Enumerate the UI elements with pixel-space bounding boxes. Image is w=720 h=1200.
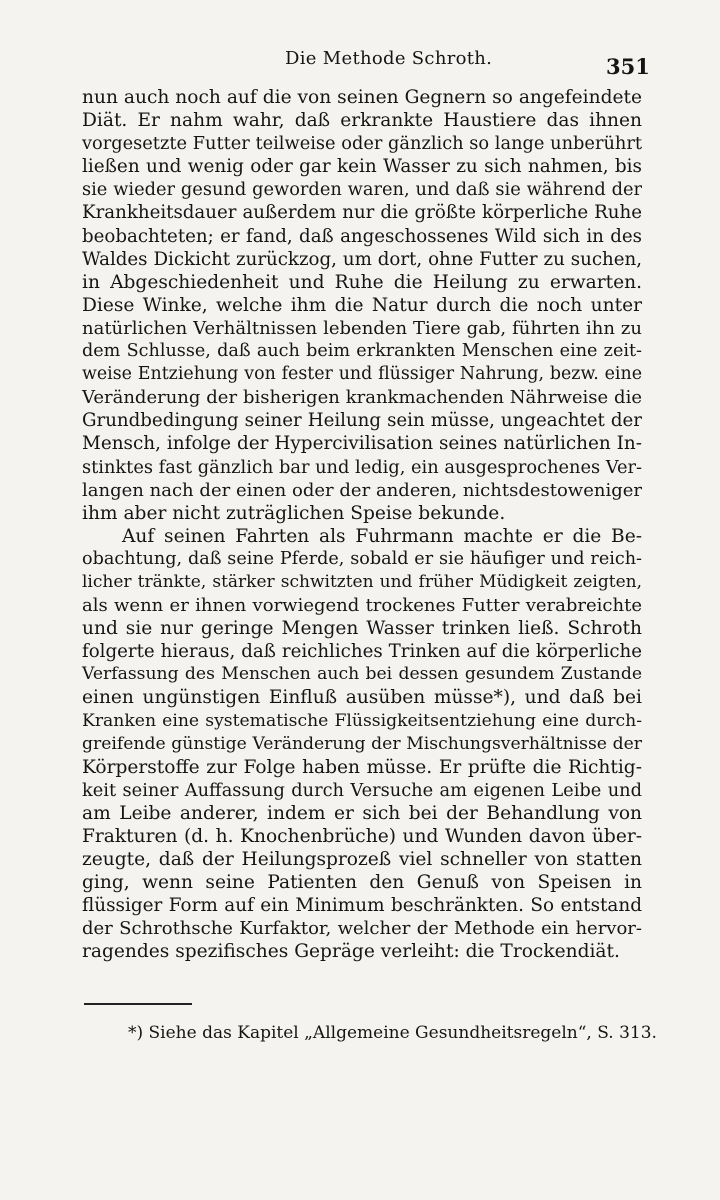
text-line: flüssiger Form auf ein Minimum beschränkten. So entstand [82,895,642,917]
text-line: und sie nur geringe Mengen Wasser trinken ließ. Schroth [82,618,642,640]
running-title: Die Methode Schroth. [285,48,493,69]
text-line: Verfassung des Menschen auch bei dessen gesundem Zustande [82,664,642,685]
text-line: sie wieder gesund geworden waren, und daß sie während der [82,179,642,201]
page-header [0,46,720,79]
text-line: Veränderung der bisherigen krankmachenden Nährweise die [82,387,642,409]
text-line: Auf seinen Fahrten als Fuhrmann machte er die Be- [122,525,642,547]
text-line: Mensch, infolge der Hypercivilisation seines natürlichen In- [82,433,642,455]
text-line: licher tränkte, stärker schwitzten und früher Müdigkeit zeigten, [82,571,642,592]
text-line: stinktes fast gänzlich bar und ledig, ein ausgesprochenes Ver- [82,456,643,478]
text-line: Grundbedingung seiner Heilung sein müsse, ungeachtet der [82,410,642,432]
text-line: zeugte, daß der Heilungsprozeß viel schneller von statten [82,849,642,871]
text-line: obachtung, daß seine Pferde, sobald er sie häufiger und reich- [82,548,642,569]
page-number: 351 [606,54,650,79]
text-line: ging, wenn seine Patienten den Genuß von Speisen in [82,872,642,894]
text-line: in Abgeschiedenheit und Ruhe die Heilung zu erwarten. [82,271,642,293]
text-line: beobachteten; er fand, daß angeschossenes Wild sich in des [82,225,642,247]
text-line: am Leibe anderer, indem er sich bei der Behandlung von [82,802,642,824]
text-line: der Schrothsche Kurfaktor, welcher der Methode ein hervor- [82,918,642,940]
text-line: folgerte hieraus, daß reichliches Trinken auf die körperliche [82,641,642,663]
footnote-divider [84,1003,192,1005]
text-line: ragendes spezifisches Gepräge verleiht: die Trockendiät. [82,941,620,963]
text-line: natürlichen Verhältnissen lebenden Tiere gab, führten ihn zu [82,317,642,339]
text-line: Waldes Dickicht zurückzog, um dort, ohne Futter zu suchen, [82,248,642,270]
body-text [82,86,642,964]
text-line: ließen und wenig oder gar kein Wasser zu sich nahmen, bis [82,156,642,178]
text-line: Diät. Er nahm wahr, daß erkrankte Haustiere das ihnen [82,110,642,132]
text-line: einen ungünstigen Einfluß ausüben müsse*), und daß bei [82,687,642,709]
text-line: nun auch noch auf die von seinen Gegnern so angefeindete [82,87,642,108]
text-line: keit seiner Auffassung durch Versuche am eigenen Leibe und [82,779,642,801]
text-line: weise Entziehung von fester und flüssiger Nahrung, bezw. eine [82,364,642,385]
text-line: dem Schlusse, daß auch beim erkrankten Menschen eine zeit- [82,341,642,362]
text-line: Diese Winke, welche ihm die Natur durch die noch unter [82,294,642,316]
text-line: langen nach der einen oder der anderen, nichtsdestoweniger [82,479,642,501]
text-line: ihm aber nicht zuträglichen Speise bekunde. [82,502,506,524]
text-line: Körperstoffe zur Folge haben müsse. Er prüfte die Richtig- [82,756,642,778]
text-line: Kranken eine systematische Flüssigkeitsentziehung eine durch- [82,710,642,731]
footnote: *) Siehe das Kapitel „Allgemeine Gesundheitsregeln“, S. 313. [128,1023,657,1043]
text-line: greifende günstige Veränderung der Mischungsverhältnisse der [82,733,642,754]
text-line: Frakturen (d. h. Knochenbrüche) und Wunden davon über- [82,826,642,847]
text-line: Krankheitsdauer außerdem nur die größte körperliche Ruhe [82,202,642,224]
text-line: als wenn er ihnen vorwiegend trockenes Futter verabreichte [82,595,642,617]
text-line: vorgesetzte Futter teilweise oder gänzlich so lange unberührt [82,133,642,155]
